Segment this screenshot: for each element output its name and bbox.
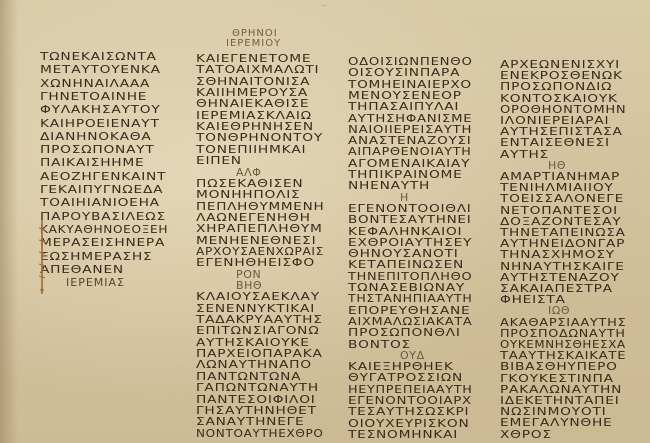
text-line: ΚΑΙΕΓΕΝΕΤΟΜΕ (196, 52, 312, 65)
text-line: ΕΠΟΡΕΥΘΗΣΑΝΕ (348, 303, 471, 317)
text-line: ΚΑΙΕΘΡΗΝΗΣΕΝ (196, 120, 314, 134)
text-line: ΙΛΟΝΙΕΡΕΙΑΡΑΙ (500, 114, 610, 127)
book-title-line-1: ΘΡΗΝΟΙ (232, 28, 278, 39)
text-line: ΛΑΩΝΕΓΕΝΗΘΗ (196, 210, 311, 224)
text-line: ΟΡΟΘΗΟΝΤΟΜΗΝ (500, 102, 627, 116)
book-subscription: ΙΕΡΕΜΙΑΣ (66, 276, 125, 289)
text-line: ΟΙΣΟΥΣΙΝΠΑΡΑ (348, 66, 461, 80)
text-line: ΔΟΞΑΖΟΝΤΕΣΑΥ (500, 214, 622, 228)
text-line: ΚΕΦΑΛΗΝΚΑΙΟΙ (348, 224, 463, 238)
text-line: ΤΗΠΑΣΑΙΠΥΛΑΙ (348, 100, 460, 114)
text-line: ΓΚΟΥΚΕΣΤΙΝΠΑ (500, 371, 614, 385)
text-line: ΑΡΧΕΩΝΕΝΙΣΧΥΙ (500, 58, 620, 71)
text-line: ΠΡΟΣΩΠΟΝΑΥΤ (40, 143, 155, 157)
text-line: ΕΝΕΚΡΟΣΘΕΝΩΚ (500, 69, 623, 83)
text-line: ΕΩΣΗΜΕΡΑΣΗΣ (40, 249, 153, 263)
text-line: ΜΕΝΟΥΣΕΝΕΟΡ (348, 88, 462, 102)
text-line: ΕΧΘΡΟΙΑΥΤΗΣΕΥ (348, 235, 473, 249)
text-line: ΔΙΑΝΗΝΟΚΑΘΑ (40, 129, 152, 143)
text-line: ΘΗΝΟΥΣΑΝΟΤΙ (348, 247, 459, 261)
text-line: ΤΩΝΑΣΕΒΙΩΝΑΥ (348, 281, 466, 294)
text-line: ΕΠΙΤΩΝΣΙΑΓΟΝΩ (196, 324, 320, 338)
text-line: ΤΗΝΕΠΙΤΟΠΛΗΘΟ (348, 269, 473, 283)
text-line: ΤΑΑΥΤΗΣΚΑΙΚΑΤΕ (500, 349, 627, 363)
text-line: ΒΙΒΑΣΘΗΥΠΕΡΟ (500, 360, 618, 374)
text-line: ΕΓΕΝΗΘΗΕΙΣΦΟ (196, 256, 315, 270)
text-line: ΠΡΟΣΠΟΔΩΝΑΥΤΗ (500, 326, 626, 340)
text-line: ΑΥΤΗΣ (500, 147, 549, 161)
text-line: ΠΑΝΤΩΝΤΩΝΑ (196, 369, 302, 383)
text-line: ΑΙΧΜΑΛΩΣΙΑΚΑΤΑ (348, 314, 473, 328)
text-line: ΤΗΝΕΤΑΠΕΙΝΩΣΑ (500, 226, 626, 239)
text-line: ΠΩΣΕΚΑΘΙΣΕΝ (196, 176, 304, 190)
text-line: ΝΕΤΟΠΑΝΤΕΣΟΙ (500, 203, 618, 217)
text-line: ΡΑΚΑΛΩΝΑΥΤΗΝ (500, 382, 623, 396)
text-line: ΜΕΡΑΣΕΙΣΗΝΕΡΑ (40, 236, 166, 250)
text-line: ΓΕΚΑΙΠΥΓΝΩΕΔΑ (40, 183, 164, 196)
text-line: ΝΑΙΟΙΙΕΡΕΙΣΑΥΤΗ (348, 122, 473, 136)
text-line: ΤΟΝΘΡΗΝΟΝΤΟΥ (196, 131, 323, 145)
text-line: ΓΗΣΑΥΤΗΝΗΘΕΤ (196, 403, 317, 417)
text-line: ΑΥΤΗΣΕΠΙΣΤΑΣΑ (500, 125, 623, 139)
text-line: ΕΓΕΝΟΝΤΟΟΙΘΛΙ (348, 201, 472, 215)
text-line: ΚΛΑΙΟΥΣΑΕΚΛΑΥ (196, 290, 320, 304)
text-line: ΙΔΕΚΕΤΗΝΤΑΠΕΙ (500, 394, 620, 407)
text-line: ΦΗΕΙΣΤΑ (500, 293, 566, 307)
text-line: ΤΩΝΕΚΑΙΣΩΝΤΑ (40, 50, 157, 63)
text-line: ΚΑΚΥΑΘΗΝΟΕΟΞΕΗ (40, 222, 169, 236)
text-line: ΑΝΑΣΤΕΝΑΖΟΥΣΙ (348, 134, 472, 148)
text-line: ΦΥΛΑΚΗΣΑΥΤΟΥ (40, 103, 161, 117)
text-line: ΑΥΤΗΣΗΦΑΝΙΣΜΕ (348, 111, 473, 125)
text-line: ΗΕΥΠΡΕΠΕΙΑΑΥΤΗ (348, 382, 473, 396)
text-line: ΚΑΙΙΗΜΕΡΟΥΣΑ (196, 86, 309, 100)
text-line: ΟΙΟΥΧΕΥΡΙΣΚΟΝ (348, 416, 470, 430)
text-line: ΑΓΟΜΕΝΑΙΚΑΙΑΥ (348, 156, 471, 170)
text-line: ΜΕΤΑΥΤΟΥΕΝΚΑ (40, 63, 161, 77)
text-line: ΑΡΧΟΥΣΑΕΝΧΩΡΑΙΣ (196, 244, 324, 258)
text-line: ΧΗΡΑΠΕΠΛΗΘΥΜ (196, 222, 323, 236)
text-line: ΠΑΙΚΑΙΣΗΗΜΕ (40, 156, 145, 170)
text-line: ΑΜΑΡΤΙΑΝΗΜΑΡ (500, 170, 621, 183)
text-line: ΣΘΗΝΑΙΤΟΝΙΣΑ (196, 74, 311, 88)
text-line: ΒΟΝΤΟΣ (348, 337, 411, 351)
text-line: ΒΗΘ (236, 279, 263, 292)
text-line: ΤΗΣΤΑΝΗΠΙΑΑΥΤΗ (348, 292, 473, 306)
text-line: ΙΕΡΕΜΙΑΣΚΛΑΙΩ (196, 108, 312, 122)
text-line: ΡΟΝ (236, 267, 262, 281)
page-fold-shadow (0, 0, 18, 443)
text-line: ΑΥΤΗΣΤΕΝΑΖΟΥ (500, 270, 620, 284)
text-line: ΝΩΣΙΝΜΟΥΟΤΙ (500, 405, 607, 419)
text-line: ΤΗΝΑΣΧΗΜΟΣΥ (500, 248, 615, 262)
text-line: ΑΥΤΗΝΕΙΔΟΝΓΑΡ (500, 237, 626, 251)
text-line: ΝΗΕΝΑΥΤΗ (348, 179, 431, 193)
coronis-ornament-icon (38, 220, 46, 294)
text-line: Η (400, 190, 409, 204)
text-line: ΤΑΤΟΑΙΧΜΑΛΩΤΙ (196, 63, 320, 77)
text-line: ΠΡΟΣΩΠΟΝΔΙΩ (500, 80, 613, 94)
text-line: ΟΥΔ (400, 348, 425, 362)
text-line: ΙΩΘ (548, 304, 571, 318)
text-line: ΤΟΝΕΠΙΙΗΜΚΑΙ (196, 142, 307, 156)
text-line: ΛΩΝΑΥΤΗΝΑΠΟ (196, 358, 312, 372)
text-line: ΚΟΝΤΟΣΚΑΙΟΥΚ (500, 91, 618, 105)
text-line: ΤΕΣΝΟΜΗΝΚΑΙ (348, 427, 459, 441)
text-line: ΝΟΝΤΟΑΥΤΗΕΧΘΡΟ (196, 426, 324, 440)
text-line: ΤΟΑΙΗΙΑΝΙΟΕΗΑ (40, 196, 160, 210)
text-line: ΣΑΝΑΥΤΗΝΕΓΕ (196, 415, 305, 429)
text-line: ΑΕΟΖΗΓΕΝΚΑΙΝΤ (40, 169, 167, 183)
text-line: ΠΑΡΟΥΒΑΣΙΛΕΩΣ (40, 209, 166, 223)
text-line: ΓΗΝΕΤΟΑΙΝΗΕ (40, 89, 148, 103)
text-line: ΤΟΕΙΣΣΑΛΟΝΕΓΕ (500, 192, 625, 206)
text-line: ΚΑΙΗΡΟΕΙΕΝΑΥΤ (40, 116, 160, 130)
book-title-line-2: ΙΕΡΕΜΙΟΥ (226, 38, 282, 49)
text-line: ΣΕΝΕΝΝΥΚΤΙΚΑΙ (196, 301, 316, 315)
text-line: ΝΗΝΑΥΤΗΣΚΑΙΓΕ (500, 259, 625, 273)
text-line: ΟΔΟΙΣΙΩΝΠΕΝΘΟ (348, 55, 473, 68)
text-line: ΕΜΕΓΑΛΥΝΘΗΕ (500, 416, 613, 430)
text-line: ΑΠΕΘΑΝΕΝ (40, 262, 124, 276)
text-line: ΧΘΡΟΣ (500, 427, 552, 441)
text-line: ΘΥΓΑΤΡΟΣΣΙΩΝ (348, 371, 464, 385)
text-line: ΒΟΝΤΕΣΑΥΤΗΝΕΙ (348, 213, 472, 227)
text-line: ΟΥΚΕΜΝΗΣΘΗΕΣΧΑ (500, 338, 626, 351)
text-line: ΚΑΙΕΞΗΡΘΗΕΚ (348, 360, 454, 374)
text-line: ΤΟΜΗΕΙΝΑΙΕΡΧΟ (348, 77, 472, 91)
text-line: ΓΑΠΩΝΤΩΝΑΥΤΗ (196, 381, 319, 395)
text-line: ΠΑΝΤΕΣΟΙΦΙΛΟΙ (196, 392, 316, 406)
text-line: ΧΩΝΗΝΑΙΛΑΑΑ (40, 76, 151, 90)
text-line: ΗΘ (548, 158, 567, 172)
text-line: ΕΓΕΝΟΝΤΟΟΙΑΡΧ (348, 394, 472, 407)
text-line: ΘΗΝΑΙΕΚΑΘΙΣΕ (196, 97, 310, 111)
folio-mark: ·· (322, 2, 327, 10)
text-line: ΚΕΤΑΠΕΙΝΩΣΕΝ (348, 258, 465, 272)
text-line: ΤΕΣΑΥΤΗΣΩΣΚΡΙ (348, 405, 470, 419)
text-line: ΤΗΠΙΚΡΑΙΝΟΜΕ (348, 168, 463, 181)
text-line: ΜΟΝΗΗΠΟΛΙΣ (196, 188, 301, 202)
text-line: ΑΥΤΗΣΚΑΙΟΥΚΕ (196, 335, 310, 349)
text-line: ΤΑΔΑΚΡΥΑΑΥΤΗΣ (196, 313, 323, 327)
text-line: ΠΡΟΣΩΠΟΝΘΛΙ (348, 326, 461, 340)
text-line: ΠΑΡΧΕΙΟΠΑΡΑΚΑ (196, 347, 323, 361)
text-line: ΤΕΝΙΗΛΜΙΑΙΙΟΥ (500, 181, 614, 195)
text-line: ΑΛΦ (236, 165, 262, 179)
text-line: ΕΙΠΕΝ (196, 154, 242, 168)
text-line: ΠΕΠΛΗΘΥΜΜΕΝΗ (196, 199, 325, 213)
text-line: ΑΙΠΑΡΘΕΝΟΙΑΥΤΗ (348, 145, 472, 159)
text-line: ΣΑΚΑΙΑΠΕΣΤΡΑ (500, 282, 613, 295)
text-line: ΜΕΝΗΕΝΕΘΝΕΣΙ (196, 233, 317, 247)
text-line: ΑΚΑΘΑΡΣΙΑΑΥΤΗΣ (500, 315, 627, 329)
text-line: ΕΝΤΑΙΣΕΘΝΕΣΙ (500, 136, 610, 150)
